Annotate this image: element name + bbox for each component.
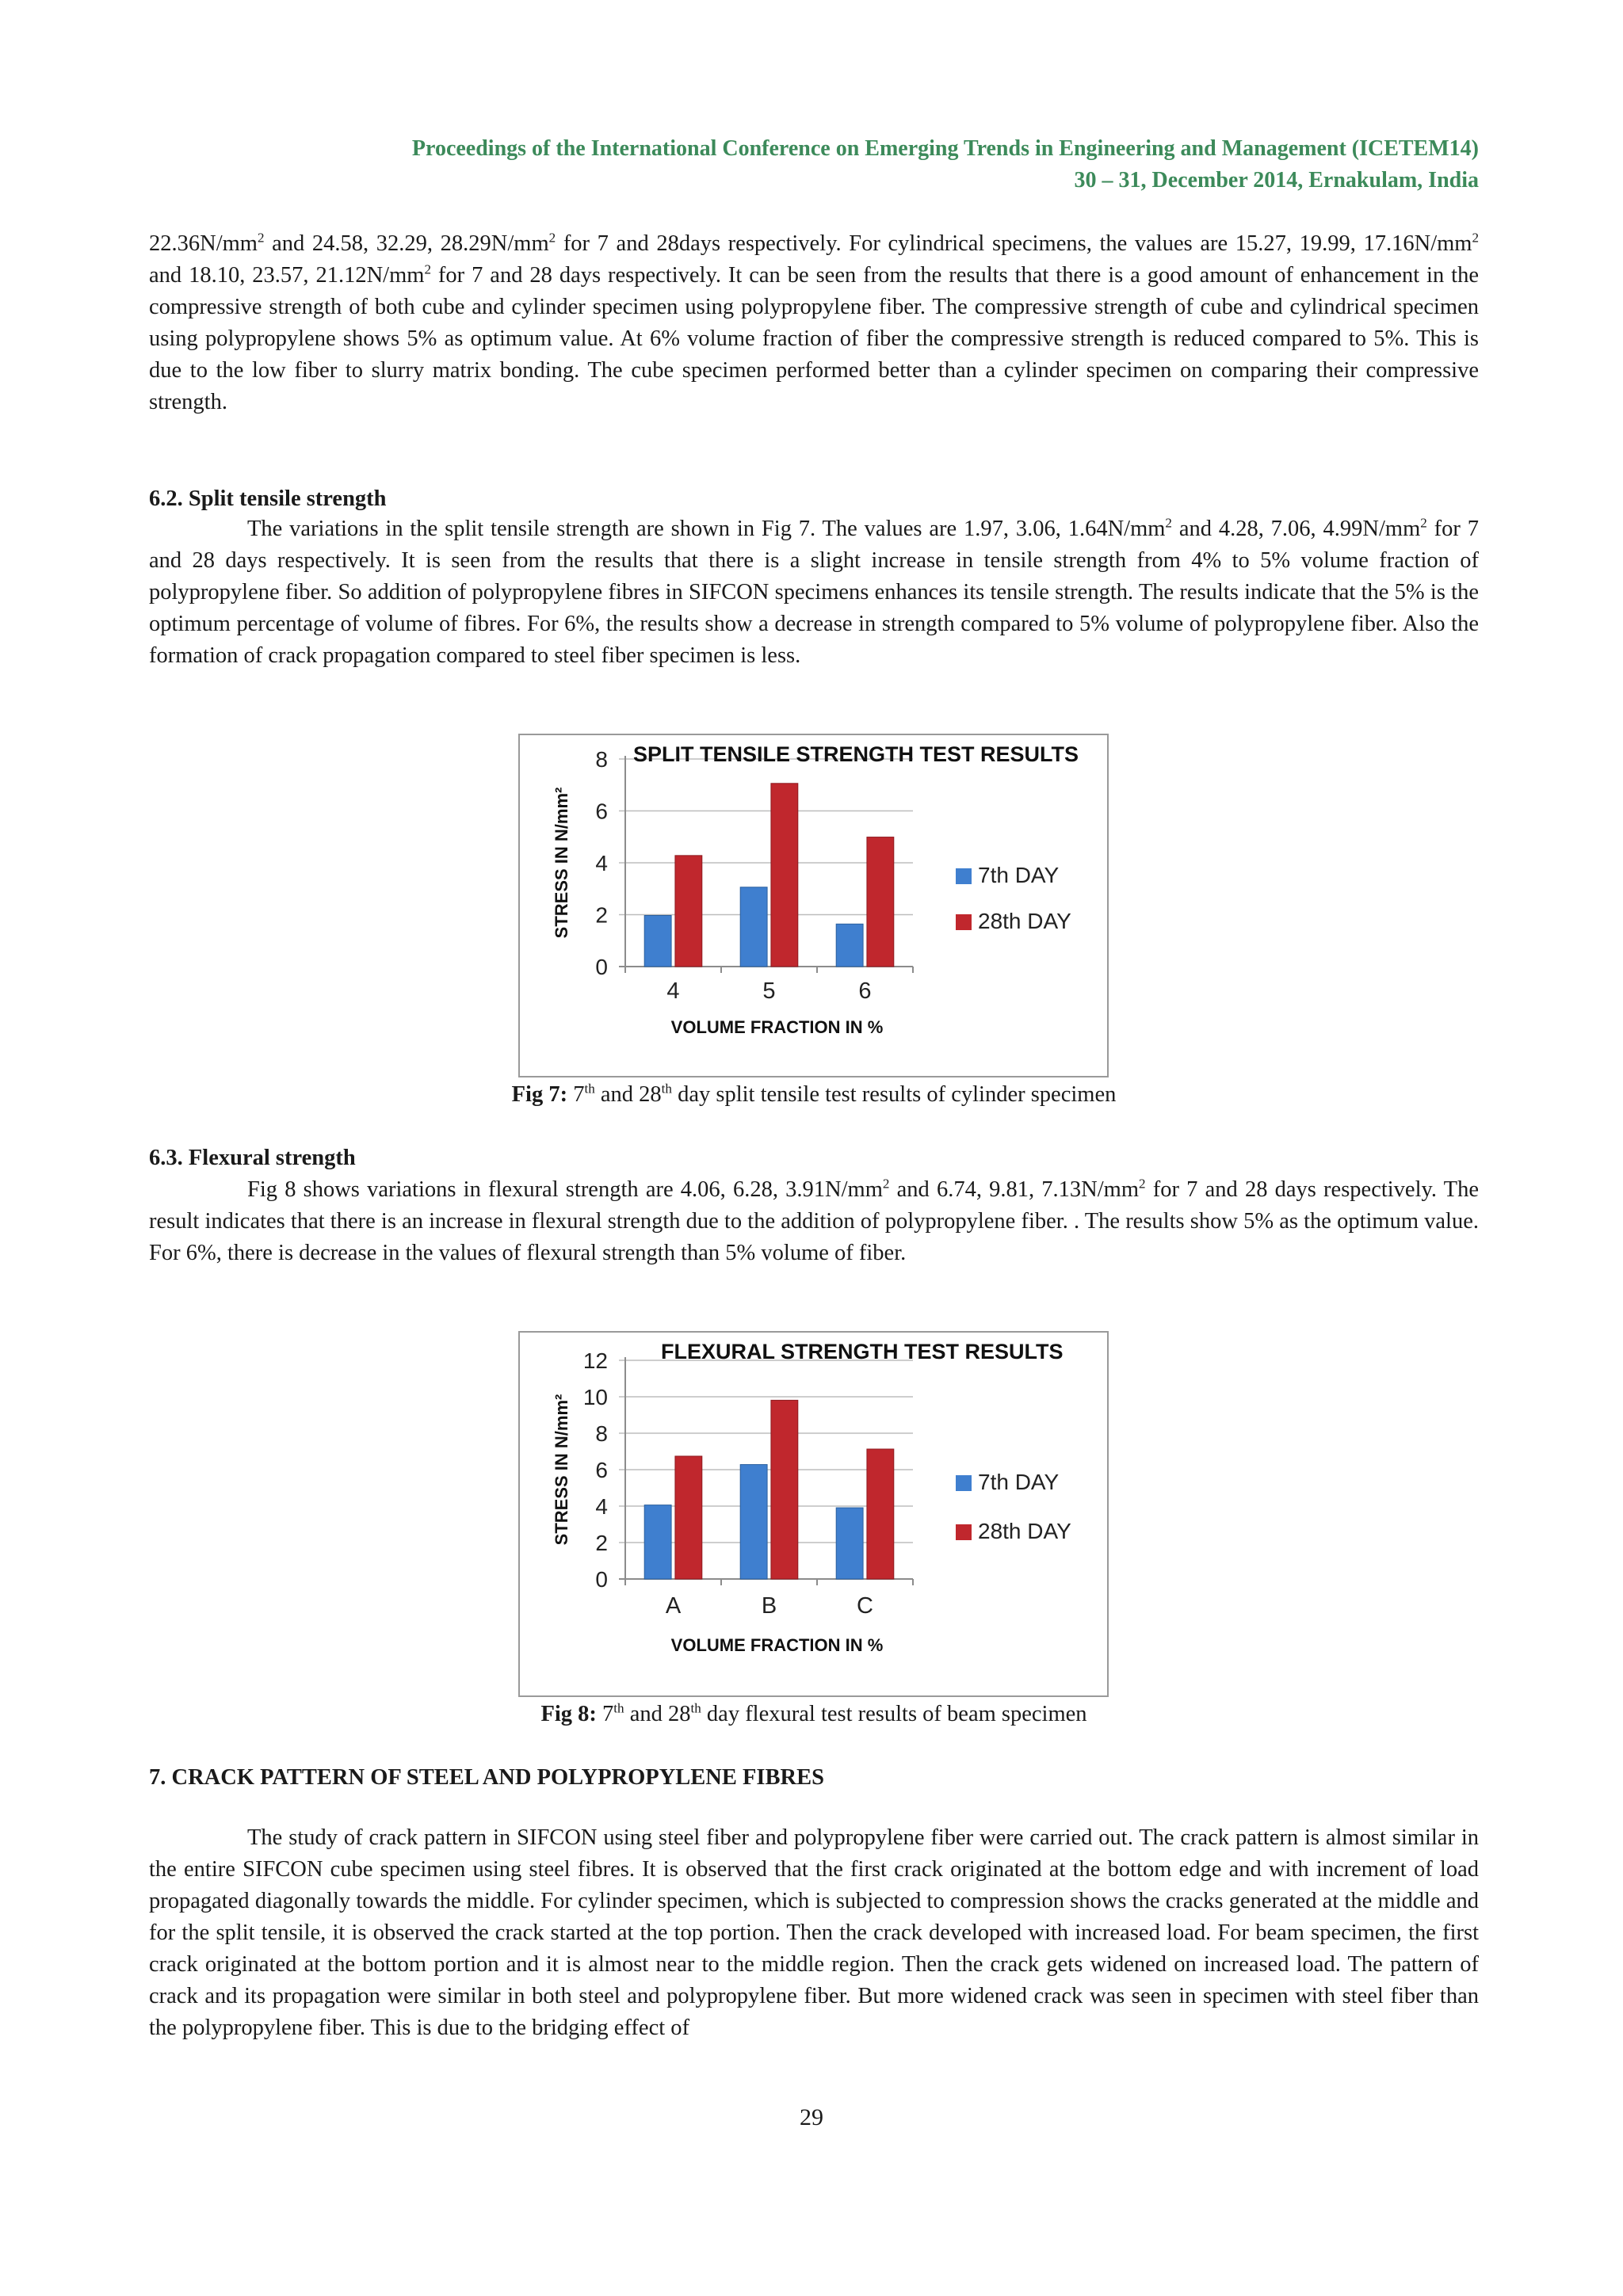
split-tensile-chart — [518, 734, 1109, 1077]
y-axis-title: STRESS IN N/mm² — [552, 787, 571, 939]
x-tick-label: 4 — [666, 978, 680, 1004]
y-axis-title: STRESS IN N/mm² — [552, 1394, 571, 1546]
page-number: 29 — [800, 2104, 823, 2130]
bar-28th-day-5 — [771, 784, 798, 967]
bar-7th-day-4 — [644, 915, 671, 967]
paragraph-flexural: Fig 8 shows variations in flexural strength are 4.06, 6.28, $3.91N/mm^2$ and 6.74, 9.81, $7.13N/mm^2$ for 7 and 28 days respectively. The result indicates that there is an increase in flexural strength due to the addition of polypropylene fiber. . The results show 5% as the optimum value. For 6%, there is decrease in the values of flexural strength than 5% volume of fiber. — [149, 1176, 1479, 1265]
heading-split-tensile: 6.2. Split tensile strength — [149, 486, 387, 511]
x-axis-title: VOLUME FRACTION IN % — [670, 1635, 884, 1655]
legend-label: 28th DAY — [978, 909, 1071, 933]
bar-7th-day-A — [644, 1505, 671, 1579]
x-tick-label: B — [761, 1593, 777, 1619]
chart-title: SPLIT TENSILE STRENGTH TEST RESULTS — [633, 742, 1079, 766]
y-tick-label: 4 — [595, 1494, 608, 1519]
heading-crack-pattern: 7. CRACK PATTERN OF STEEL AND POLYPROPYLENE FIBRES — [149, 1765, 824, 1790]
legend-swatch — [956, 1524, 972, 1540]
header-line-2: 30 – 31, December 2014, Ernakulam, India — [1074, 168, 1479, 193]
y-tick-label: 8 — [595, 747, 608, 772]
legend-label: 28th DAY — [978, 1519, 1071, 1543]
y-tick-label: 0 — [595, 1567, 608, 1592]
header-line-1: Proceedings of the International Conference on Emerging Trends in Engineering and Management (ICETEM14) — [411, 136, 1479, 161]
bar-28th-day-B — [771, 1400, 798, 1579]
bar-28th-day-6 — [867, 837, 894, 967]
bar-28th-day-A — [675, 1456, 702, 1579]
flexural-chart-svg — [518, 1331, 1109, 1697]
heading-flexural: 6.3. Flexural strength — [149, 1146, 356, 1170]
y-tick-label: 6 — [595, 1458, 608, 1482]
conference-header — [149, 133, 1479, 196]
y-tick-label: 4 — [595, 851, 608, 875]
fig8-caption: Fig 8: 7th and 28th day flexural test results of beam specimen — [540, 1700, 1087, 1726]
paragraph-split-tensile: The variations in the split tensile strength are shown in Fig 7. The values are 1.97, 3.06, $1.64N/mm^2$ and 4.28, 7.06, $4.99N/mm^2$ for 7 and 28 days respectively. It is seen from the results that there is a slight increase in tensile strength from 4% to 5% volume fraction of polypropylene fiber. So addition of polypropylene fibres in SIFCON specimens enhances its tensile strength. The results indicate that the 5% is the optimum percentage of volume of fibres. For 6%, the results show a decrease in strength compared to 5% volume of polypropylene fiber. Also the formation of crack propagation compared to steel fiber specimen is less. — [149, 515, 1480, 668]
y-tick-label: 2 — [595, 902, 608, 928]
bar-7th-day-5 — [740, 887, 767, 967]
y-tick-label: 0 — [595, 955, 608, 979]
y-tick-label: 10 — [582, 1385, 608, 1409]
legend-label: 7th DAY — [978, 863, 1060, 887]
legend-swatch — [956, 914, 972, 930]
chart-title: FLEXURAL STRENGTH TEST RESULTS — [661, 1340, 1064, 1363]
x-tick-label: C — [857, 1593, 873, 1619]
y-tick-label: 8 — [595, 1421, 608, 1446]
bar-28th-day-4 — [675, 856, 702, 967]
x-tick-label: 6 — [858, 978, 872, 1004]
legend-swatch — [956, 868, 972, 884]
legend-label: 7th DAY — [978, 1470, 1060, 1494]
fig7-caption: Fig 7: 7th and 28th day split tensile test results of cylinder specimen — [511, 1081, 1117, 1107]
y-tick-label: 2 — [595, 1531, 608, 1555]
bar-7th-day-C — [836, 1508, 863, 1579]
x-tick-label: 5 — [762, 978, 776, 1004]
x-axis-title: VOLUME FRACTION IN % — [670, 1017, 884, 1037]
split-tensile-chart-svg — [518, 734, 1109, 1077]
y-tick-label: 6 — [595, 799, 608, 824]
paragraph-compressive-results: $22.36N/mm^2$ and 24.58, 32.29, $28.29N/mm^2$ for 7 and 28days respectively. For cylindrical specimens, the values are 15.27, 19.99, $17.16N/mm^2$ and 18.10, 23.57, $21.12N/mm^2$ for 7 and 28 days respectively. It can be seen from the results that there is a good amount of enhancement in the compressive strength of both cube and cylinder specimen using polypropylene fiber. The compressive strength of cube and cylindrical specimen using polypropylene shows 5% as optimum value. At 6% volume fraction of fiber the compressive strength is reduced compared to 5%. This is due to the low fiber to slurry matrix bonding. The cube specimen performed better than a cylinder specimen on comparing their compressive strength. — [149, 230, 1479, 414]
bar-7th-day-B — [740, 1465, 767, 1579]
legend-swatch — [956, 1475, 972, 1491]
flexural-chart — [518, 1331, 1109, 1697]
x-tick-label: A — [665, 1593, 682, 1619]
y-tick-label: 12 — [582, 1348, 608, 1373]
paragraph-crack-pattern: The study of crack pattern in SIFCON using steel fiber and polypropylene fiber were carried out. The crack pattern is almost similar in the entire SIFCON cube specimen using steel fibres. It is observed that the first crack originated at the bottom edge and with increment of load propagated diagonally towards the middle. For cylinder specimen, which is subjected to compression shows the cracks generated at the middle and for the split tensile, it is observed the crack started at the top portion. Then the crack developed with increased load. For beam specimen, the first crack originated at the bottom portion and it is almost near to the middle region. Then the crack gets widened on increased load. The pattern of crack and its propagation were similar in both steel and polypropylene fiber. But more widened crack was seen in specimen with steel fiber than the polypropylene fiber. This is due to the bridging effect of — [149, 1825, 1479, 2040]
bar-28th-day-C — [867, 1449, 894, 1579]
bar-7th-day-6 — [836, 924, 863, 967]
